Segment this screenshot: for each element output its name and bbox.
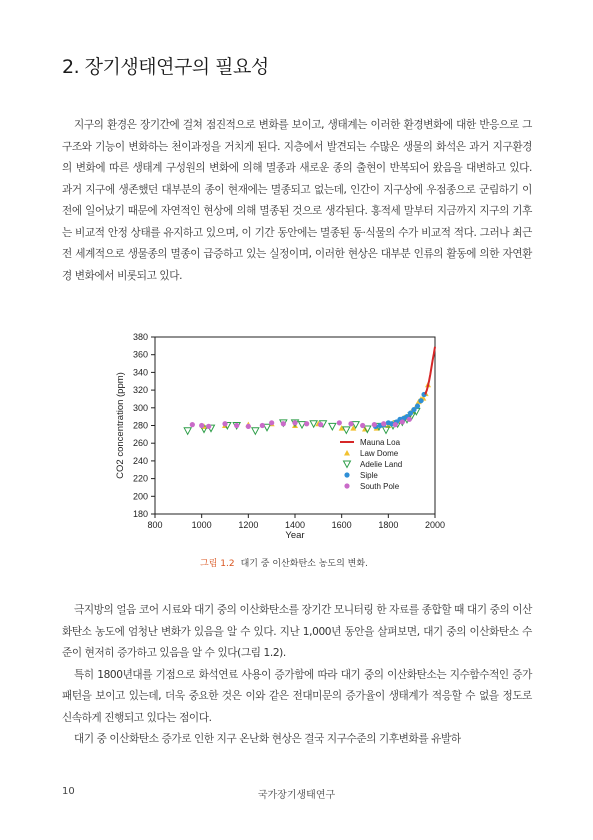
data-point (318, 422, 323, 427)
data-point (234, 423, 239, 428)
data-point (415, 403, 420, 408)
legend-label: Law Dome (360, 449, 399, 458)
legend-label: South Pole (360, 482, 400, 491)
y-tick-label: 360 (132, 349, 148, 360)
y-tick-label: 300 (132, 402, 148, 413)
data-point (418, 398, 423, 403)
x-tick-label: 1200 (238, 520, 259, 530)
legend-swatch (344, 472, 349, 477)
paragraph-2-line-1: 극지방의 얼음 코어 시료와 대기 중의 이산화탄소를 장기간 모니터링 한 자료를 종합할 때 대기 중의 이산화탄소 농도에 엄청난 변화가 있음을 알 수 있다. 지난 1,000년 동안을 살펴보면, 대기 중의 이산화탄소 수준이 현저히 증가하고 있음을 알 수 있다(그림 1.2). (62, 604, 532, 659)
data-point (337, 420, 342, 425)
data-point (407, 417, 412, 422)
data-point (246, 424, 251, 429)
legend-label: Mauna Loa (360, 438, 401, 447)
data-point (190, 422, 195, 427)
data-point (269, 420, 274, 425)
y-axis-label: CO2 concentration (ppm) (115, 372, 126, 479)
data-point (310, 421, 317, 428)
y-tick-label: 200 (132, 491, 148, 502)
y-tick-label: 180 (132, 509, 148, 519)
legend-swatch (344, 483, 349, 488)
legend-swatch (344, 461, 351, 468)
x-tick-label: 1400 (284, 520, 306, 530)
data-point (199, 423, 204, 428)
y-tick-label: 340 (132, 367, 148, 378)
data-point (304, 421, 309, 426)
legend-label: Adelie Land (360, 460, 403, 469)
co2-chart (100, 322, 460, 552)
data-point (372, 422, 377, 427)
section-heading: 2. 장기생태연구의 필요성 (62, 56, 269, 78)
y-tick-label: 280 (132, 420, 148, 431)
data-point (252, 428, 259, 435)
figure-caption (200, 556, 368, 569)
figure-caption-text: 대기 중 이산화탄소 농도의 변화. (240, 559, 368, 569)
data-point (393, 422, 398, 427)
x-tick-label: 800 (147, 520, 163, 530)
paragraph-1: 지구의 환경은 장기간에 걸쳐 점진적으로 변화를 보이고, 생태계는 이러한 환경변화에 대한 반응으로 그 구조와 기능이 변화하는 천이과정을 거치게 된다. 지층에서 발견되는 수많은 생물의 화석은 과거 지구환경의 변화에 따른 생태계 구성원의 변화에 의해 멸종과 새로운 종의 출현이 반복되어 왔음을 대변하고 있다. 과거 지구에 생존했던 대부분의 종이 현재에는 멸종되고 없는데, 인간이 지구상에 우점종으로 군림하기 이전에 일어났기 때문에 자연적인 현상에 의해 멸종된 것으로 생각된다. 홍적세 말부터 지금까지 지구의 기후는 비교적 안정 상태를 유지하고 있으며, 이 기간 동안에는 멸종된 동·식물의 수가 비교적 적다. 그러나 최근 전 세계적으로 생물종의 멸종이 급증하고 있는 실정이며, 이러한 현상은 대부분 인류의 활동에 의한 자연환경 변화에서 비롯되고 있다. (62, 119, 532, 282)
data-point (206, 424, 211, 429)
data-point (292, 420, 297, 425)
y-tick-label: 260 (132, 438, 148, 449)
x-tick-label: 1600 (331, 520, 352, 530)
figure-label: 그림 1.2 (200, 559, 235, 569)
x-tick-label: 1800 (378, 520, 399, 530)
x-tick-label: 1000 (191, 520, 212, 530)
page-number: 10 (62, 786, 75, 797)
legend-swatch (344, 450, 350, 456)
data-point (184, 428, 191, 435)
publication-title: 국가장기생태연구 (257, 790, 336, 801)
y-tick-label: 320 (132, 385, 148, 396)
legend-label: Siple (360, 471, 378, 480)
data-point (281, 421, 286, 426)
data-point (329, 423, 336, 430)
x-tick-label: 2000 (424, 520, 446, 530)
series-line (425, 347, 435, 395)
y-tick-label: 380 (132, 332, 148, 342)
data-point (400, 419, 405, 424)
data-point (348, 421, 353, 426)
y-tick-label: 220 (132, 473, 148, 484)
paragraph-2 (62, 600, 532, 751)
data-point (260, 423, 265, 428)
data-point (360, 423, 365, 428)
paragraph-2-line-2: 특히 1800년대를 기점으로 화석연료 사용이 증가함에 따라 대기 중의 이산화탄소는 지수함수적인 증가패턴을 보이고 있는데, 더욱 중요한 것은 이와 같은 전대미문의 증가율이 생태계가 적응할 수 없을 정도로 신속하게 진행되고 있다는 점이다. (62, 668, 532, 724)
data-point (222, 421, 227, 426)
y-tick-label: 240 (132, 455, 148, 466)
data-point (381, 421, 386, 426)
x-axis-label: Year (285, 530, 305, 541)
paragraph-2-line-3: 대기 중 이산화탄소 증가로 인한 지구 온난화 현상은 결국 지구수준의 기후변화를 유발하 (74, 733, 461, 745)
